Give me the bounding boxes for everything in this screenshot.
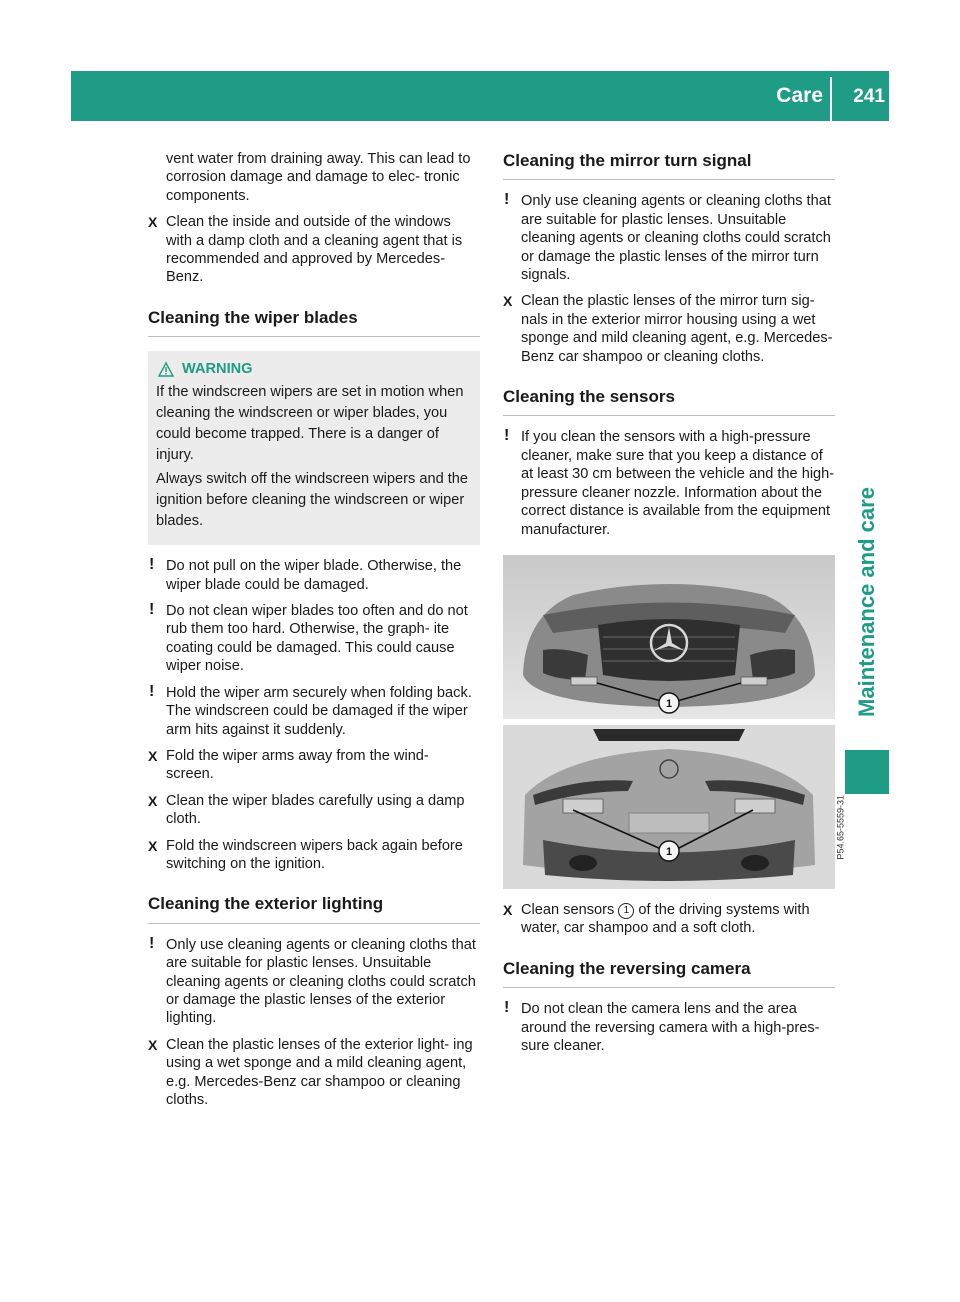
warning-box (148, 351, 480, 545)
sensor-figure (503, 555, 846, 889)
caution-note (148, 602, 480, 676)
note-text: If you clean the sensors with a high-pressure cleaner, make sure that you keep a distance of at least 30 cm between the vehicle and the high-pressure cleaner nozzle. Information about the correct distance is available from the equipment manufacturer. (521, 429, 835, 538)
caution-marker: ! (504, 191, 510, 209)
caution-marker: ! (149, 556, 155, 574)
warning-text: If the windscreen wipers are set in motion when cleaning the windscreen or wiper blades, you could become trapped. There is a danger of injury. (156, 384, 464, 464)
step-marker: X (148, 792, 158, 809)
caution-marker: ! (149, 682, 155, 700)
section-heading-wiper: Cleaning the wiper blades (148, 309, 480, 337)
section-heading-mirror-turn-signal: Cleaning the mirror turn signal (503, 152, 835, 180)
step-marker: X (148, 837, 158, 854)
note-text: Hold the wiper arm securely when folding back. The windscreen could be damaged if the wiper arm hits against it suddenly. (166, 684, 472, 738)
step-item (148, 837, 480, 874)
right-column (503, 151, 846, 1055)
callout-circle-icon: 1 (618, 903, 634, 919)
callout-number: 1 (665, 845, 673, 858)
step-text: Clean the wiper blades carefully using a damp cloth. (166, 792, 465, 828)
warning-label: WARNING (182, 361, 253, 378)
caution-note (503, 428, 835, 538)
chapter-side-tab (844, 472, 889, 732)
chapter-marker-block (845, 750, 889, 794)
step-marker: X (148, 214, 158, 231)
step-marker: X (148, 747, 158, 764)
note-text: Only use cleaning agents or cleaning cloths that are suitable for plastic lenses. Unsuitable cleaning agents or cleaning cloths could scratch or damage the plastic lenses of the mirror turn signals. (521, 193, 831, 284)
caution-marker: ! (504, 427, 510, 445)
section-heading-reversing-camera: Cleaning the reversing camera (503, 960, 835, 988)
step-text: Clean the plastic lenses of the exterior light- ing using a wet sponge and a mild cleaning agent, e.g. Mercedes-Benz car shampoo or cleaning cloths. (166, 1036, 473, 1108)
warning-triangle-icon (158, 362, 174, 377)
warning-header (156, 359, 472, 380)
step-text: Clean the plastic lenses of the mirror turn sig- nals in the exterior mirror housing using a wet sponge and mild cleaning agent, e.g. Mercedes-Benz car shampoo or cleaning cloths. (521, 293, 833, 365)
step-text: Fold the wiper arms away from the wind- screen. (166, 747, 429, 783)
section-heading-exterior-lighting: Cleaning the exterior lighting (148, 895, 480, 923)
step-text: Clean the inside and outside of the windows with a damp cloth and a cleaning agent that is recommended and approved by Mercedes- Benz. (166, 214, 463, 286)
caution-note (148, 936, 480, 1028)
header-divider (830, 77, 832, 121)
note-text: Do not clean the camera lens and the area around the reversing camera with a high-pres- sure cleaner. (521, 1001, 820, 1054)
note-text: Do not pull on the wiper blade. Otherwise, the wiper blade could be damaged. (166, 558, 462, 593)
warning-text: Always switch off the windscreen wipers and the ignition before cleaning the windscreen or wiper blades. (156, 471, 469, 530)
step-marker: X (503, 901, 513, 918)
page-header (71, 71, 889, 121)
section-heading-sensors: Cleaning the sensors (503, 388, 835, 416)
note-text: Only use cleaning agents or cleaning cloths that are suitable for plastic lenses. Unsuitable cleaning agents or cleaning cloths could scratch or damage the plastic lenses of the exterior lighting. (166, 936, 476, 1027)
section-title: Care (776, 84, 823, 107)
step-marker: X (503, 293, 513, 310)
car-front-image (503, 555, 835, 719)
step-item (503, 292, 835, 366)
figure-code: P54.65-5559-31 (836, 794, 846, 860)
caution-marker: ! (149, 601, 155, 619)
step-marker: X (148, 1036, 158, 1053)
step-item (148, 1036, 480, 1110)
caution-marker: ! (149, 934, 155, 952)
note-text: Do not clean wiper blades too often and do not rub them too hard. Otherwise, the graph- ite coating could be damaged. This could cause wiper noise. (166, 603, 468, 675)
step-item (148, 792, 480, 829)
caution-note (503, 192, 835, 284)
caution-note (503, 1000, 835, 1055)
car-rear-image (503, 725, 846, 889)
step-text-before: Clean sensors (521, 901, 615, 918)
step-item (148, 747, 480, 784)
caution-note (148, 684, 480, 739)
step-text-after: of the driving systems with water, car shampoo and a soft cloth. (521, 901, 810, 937)
caution-marker: ! (504, 999, 510, 1017)
chapter-title: Maintenance and care (853, 487, 879, 717)
left-column (148, 150, 480, 1109)
step-text: Fold the windscreen wipers back again before switching on the ignition. (166, 837, 463, 872)
step-item (503, 901, 835, 938)
step-item (148, 213, 480, 287)
page-number: 241 (853, 86, 885, 107)
intro-text: vent water from draining away. This can lead to corrosion damage and damage to elec- tronic components. (166, 151, 471, 204)
callout-number: 1 (665, 697, 673, 710)
caution-note (148, 557, 480, 594)
